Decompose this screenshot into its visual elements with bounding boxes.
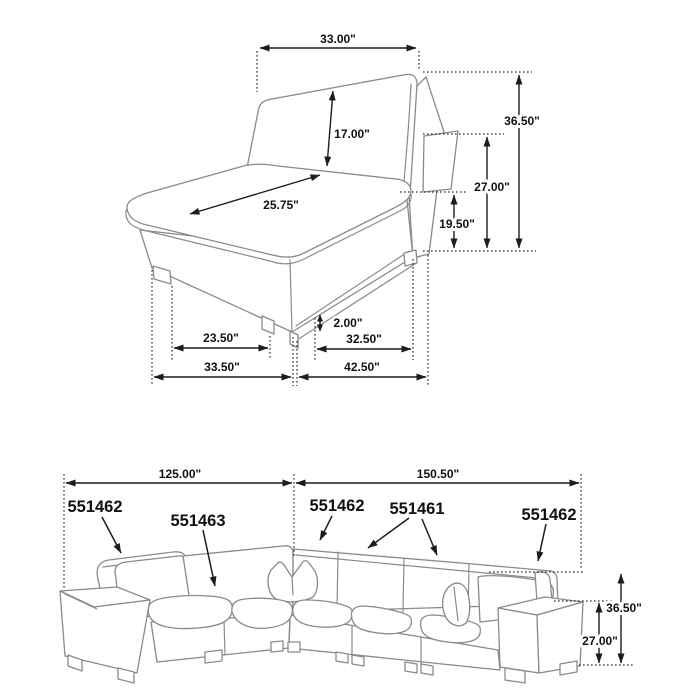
part-number-armless-middle: 551461 (389, 500, 445, 518)
dim-seat-height-label: 19.50" (439, 217, 475, 231)
part-number-right-arm: 551462 (521, 506, 577, 524)
sectional-sofa-drawing (60, 546, 583, 683)
dim-back-width-label: 33.00" (320, 32, 356, 46)
dim-frame-height-label: 27.00" (474, 180, 510, 194)
dim-seat-depth-label: 25.75" (263, 198, 299, 212)
part-number-left-arm: 551462 (67, 498, 123, 516)
chair-back-side-panel (423, 131, 458, 192)
dim-side-inner-depth-label: 32.50" (346, 332, 382, 346)
part-number-corner: 551462 (309, 497, 365, 515)
dim-front-inner-width-label: 23.50" (203, 331, 239, 345)
part-number-armless-left: 551463 (170, 512, 226, 530)
dim-side-depth-label: 42.50" (344, 360, 380, 374)
dim-overall-height-label: 36.50" (504, 114, 540, 128)
dim-right-length-label: 150.50" (416, 467, 460, 481)
dim-left-length-label: 125.00" (158, 467, 202, 481)
dim-front-width-label: 33.50" (204, 360, 240, 374)
dim-sofa-arm-height-label: 27.00" (582, 634, 618, 648)
dim-back-cushion-height-label: 17.00" (334, 127, 370, 141)
dim-sofa-back-height-label: 36.50" (606, 601, 642, 615)
dim-base-clearance-label: 2.00" (333, 316, 363, 330)
